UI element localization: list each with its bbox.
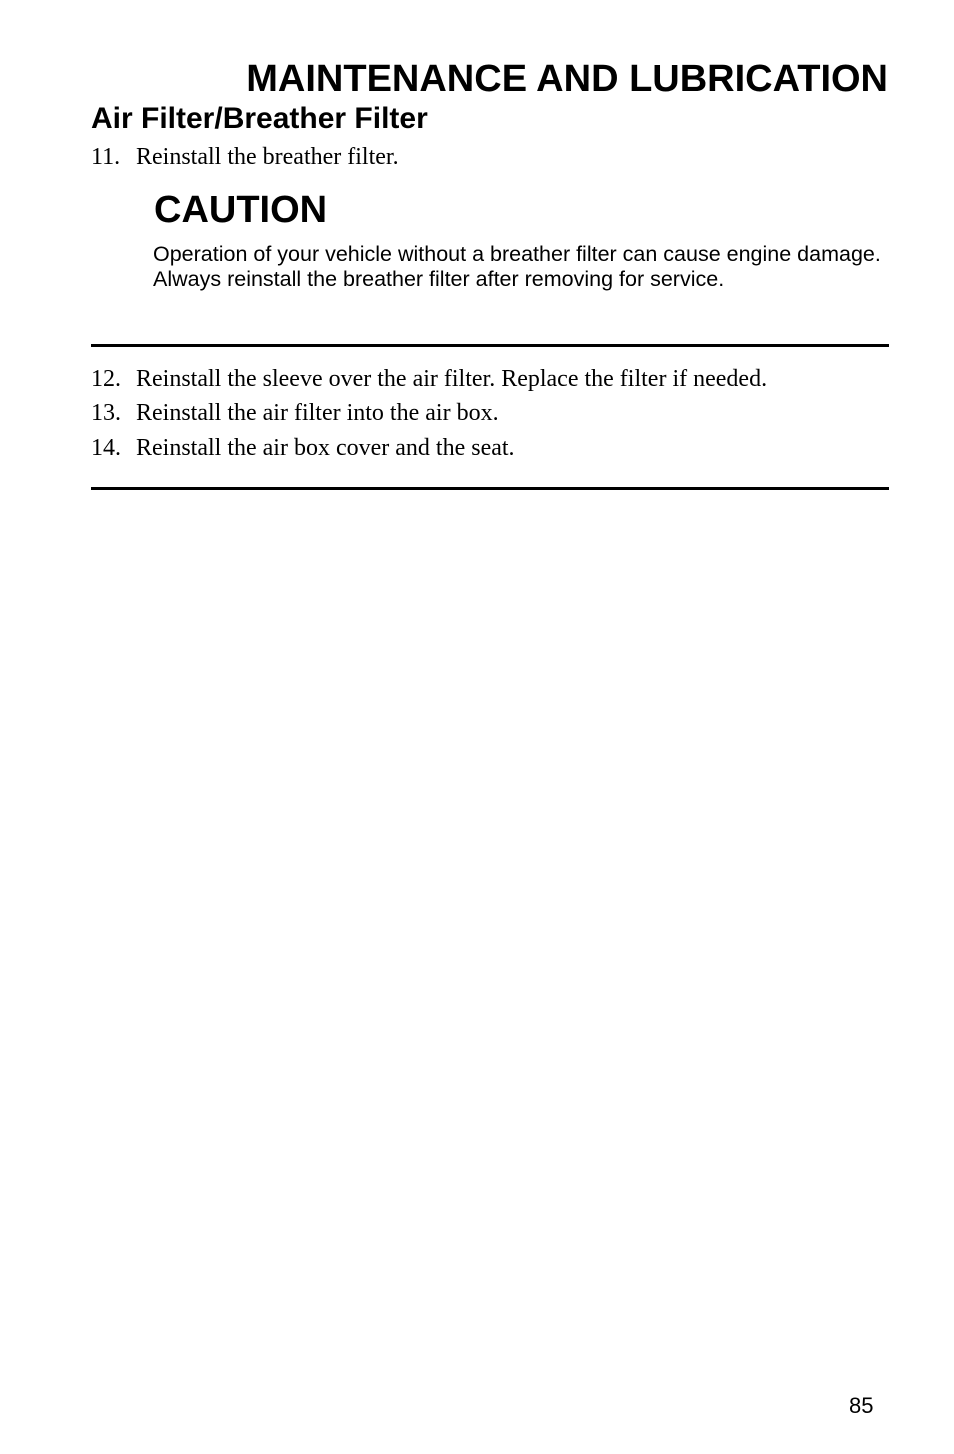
caution-heading: CAUTION bbox=[154, 189, 328, 231]
step-item bbox=[91, 364, 767, 394]
step-number: 12. bbox=[91, 366, 121, 392]
chapter-title: MAINTENANCE AND LUBRICATION bbox=[246, 58, 888, 100]
step-item bbox=[91, 398, 499, 428]
step-number: 13. bbox=[91, 400, 121, 426]
step-text: Reinstall the breather filter. bbox=[136, 144, 399, 170]
step-number: 14. bbox=[91, 435, 121, 461]
page-number: 85 bbox=[849, 1393, 874, 1418]
section-end-divider bbox=[91, 487, 889, 490]
step-text: Reinstall the air filter into the air box. bbox=[136, 400, 499, 426]
caution-text: Operation of your vehicle without a breather filter can cause engine damage. Always reinstall the breather filter after removing for service. bbox=[153, 242, 881, 291]
section-title: Air Filter/Breather Filter bbox=[91, 102, 428, 135]
step-item bbox=[91, 433, 515, 463]
step-item bbox=[91, 142, 399, 172]
step-text: Reinstall the sleeve over the air filter. Replace the filter if needed. bbox=[136, 366, 768, 392]
step-number: 11. bbox=[91, 144, 121, 170]
caution-divider bbox=[91, 344, 889, 347]
step-text: Reinstall the air box cover and the seat. bbox=[136, 435, 515, 461]
